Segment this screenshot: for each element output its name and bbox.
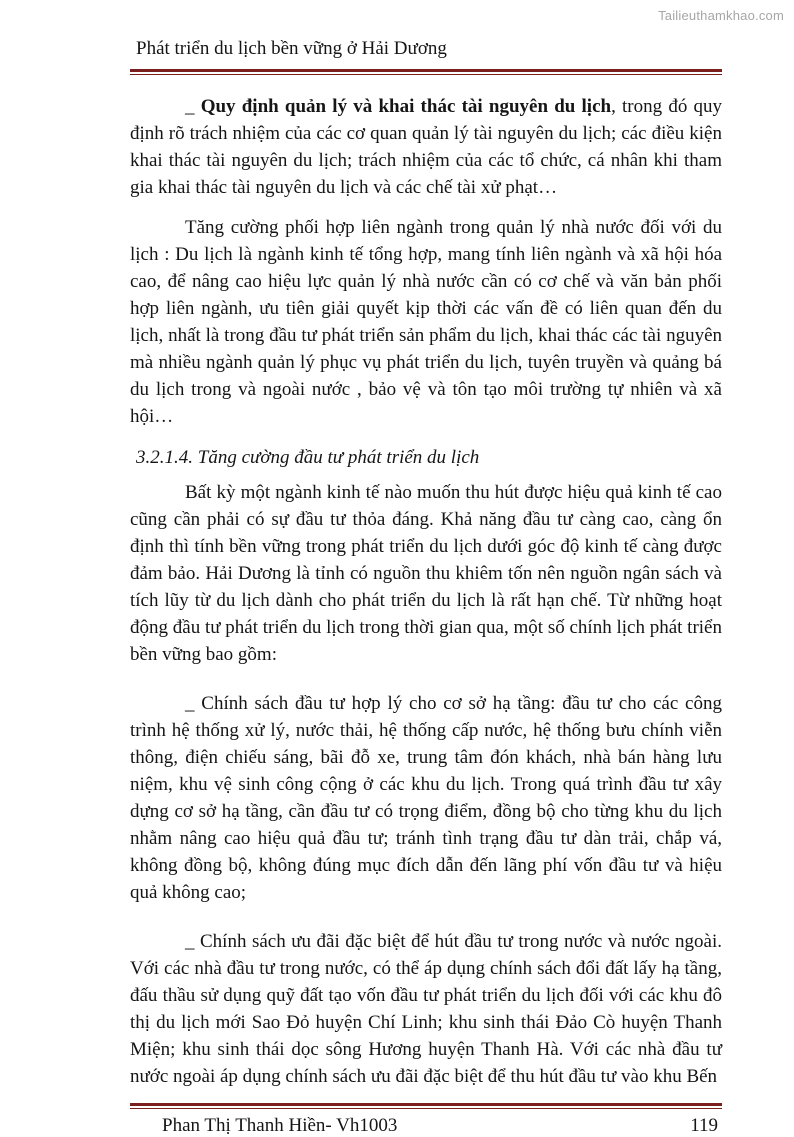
page-header [130,38,722,75]
paragraph-bat-ky: Bất kỳ một ngành kinh tế nào muốn thu hút được hiệu quả kinh tế cao cũng cần phải có sự đầu tư thỏa đáng. Khả năng đầu tư càng cao, càng ổn định thì tính bền vững trong phát triển du lịch dưới góc độ kinh tế càng được đảm bảo. Hải Dương là tỉnh có nguồn thu khiêm tốn nên nguồn ngân sách và tích lũy từ du lịch dành cho phát triển du lịch là rất hạn chế. Từ những hoạt động đầu tư phát triển du lịch trong thời gian qua, một số chính lịch phát triển bền vững bao gồm: [130,482,722,665]
paragraph-tang-cuong-phoi-hop: Tăng cường phối hợp liên ngành trong quản lý nhà nước đối với du lịch : Du lịch là ngành kinh tế tổng hợp, mang tính liên ngành và xã hội hóa cao, để nâng cao hiệu lực quản lý nhà nước cần có cơ chế và văn bản phối hợp liên ngành, ưu tiên giải quyết kịp thời các vấn đề có liên quan đến du lịch, nhất là trong đầu tư phát triển sản phẩm du lịch, khai thác các tài nguyên mà nhiều ngành quản lý phục vụ phát triển du lịch, tuyên truyền và quảng bá du lịch trong và ngoài nước , bảo vệ và tôn tạo môi trường tự nhiên và xã hội… [130,217,722,427]
document-body [130,93,722,1090]
paragraph-chinh-sach-dau-tu: _ Chính sách đầu tư hợp lý cho cơ sở hạ tầng: đầu tư cho các công trình hệ thống xử lý, nước thải, hệ thống cấp nước, hệ thống bưu chính viễn thông, điện chiếu sáng, bãi đỗ xe, trung tâm đón khách, nhà bán hàng lưu niệm, khu vệ sinh công cộng ở các khu du lịch. Trong quá trình đầu tư xây dựng cơ sở hạ tầng, cần đầu tư có trọng điểm, đồng bộ cho từng khu du lịch nhằm nâng cao hiệu quả đầu tư; tránh tình trạng đầu tư dàn trải, chắp vá, không đồng bộ, không đúng mục đích dẫn đến lãng phí vốn đầu tư và hiệu quả không cao; [130,693,722,903]
section-heading-3-2-1-4: 3.2.1.4. Tăng cường đầu tư phát triển du lịch [136,447,480,468]
paragraph-rest: , trong đó quy định rõ trách nhiệm của các cơ quan quản lý tài nguyên du lịch; các điều kiện khai thác tài nguyên du lịch; trách nhiệm của các tổ chức, cá nhân khi tham gia khai thác tài nguyên du lịch và các chế tài xử phạt… [130,96,723,198]
paragraph-quy-dinh [130,93,722,201]
paragraph-lead: _ [185,96,201,117]
paragraph-bold-phrase: Quy định quản lý và khai thác tài nguyên du lịch [200,96,612,117]
page-content [130,38,722,1137]
paragraph-chinh-sach-uu-dai: _ Chính sách ưu đãi đặc biệt để hút đầu tư trong nước và nước ngoài. Với các nhà đầu tư trong nước, có thể áp dụng chính sách đổi đất lấy hạ tầng, đấu thầu sử dụng quỹ đất tạo vốn đầu tư phát triển du lịch đối với các khu đô thị du lịch mới Sao Đỏ huyện Chí Linh; khu sinh thái Đảo Cò huyện Thanh Miện; khu sinh thái dọc sông Hương huyện Thanh Hà. Với các nhà đầu tư nước ngoài áp dụng chính sách ưu đãi đặc biệt để thu hút đầu tư vào khu Bến [130,931,722,1087]
header-title: Phát triển du lịch bền vững ở Hải Dương [136,38,447,59]
footer-author: Phan Thị Thanh Hiền- Vh1003 [162,1115,398,1136]
footer-page-number: 119 [690,1115,718,1136]
footer-rule [130,1103,722,1109]
header-rule [130,69,722,75]
page-footer [130,1103,722,1137]
watermark-text: Tailieuthamkhao.com [658,8,784,23]
